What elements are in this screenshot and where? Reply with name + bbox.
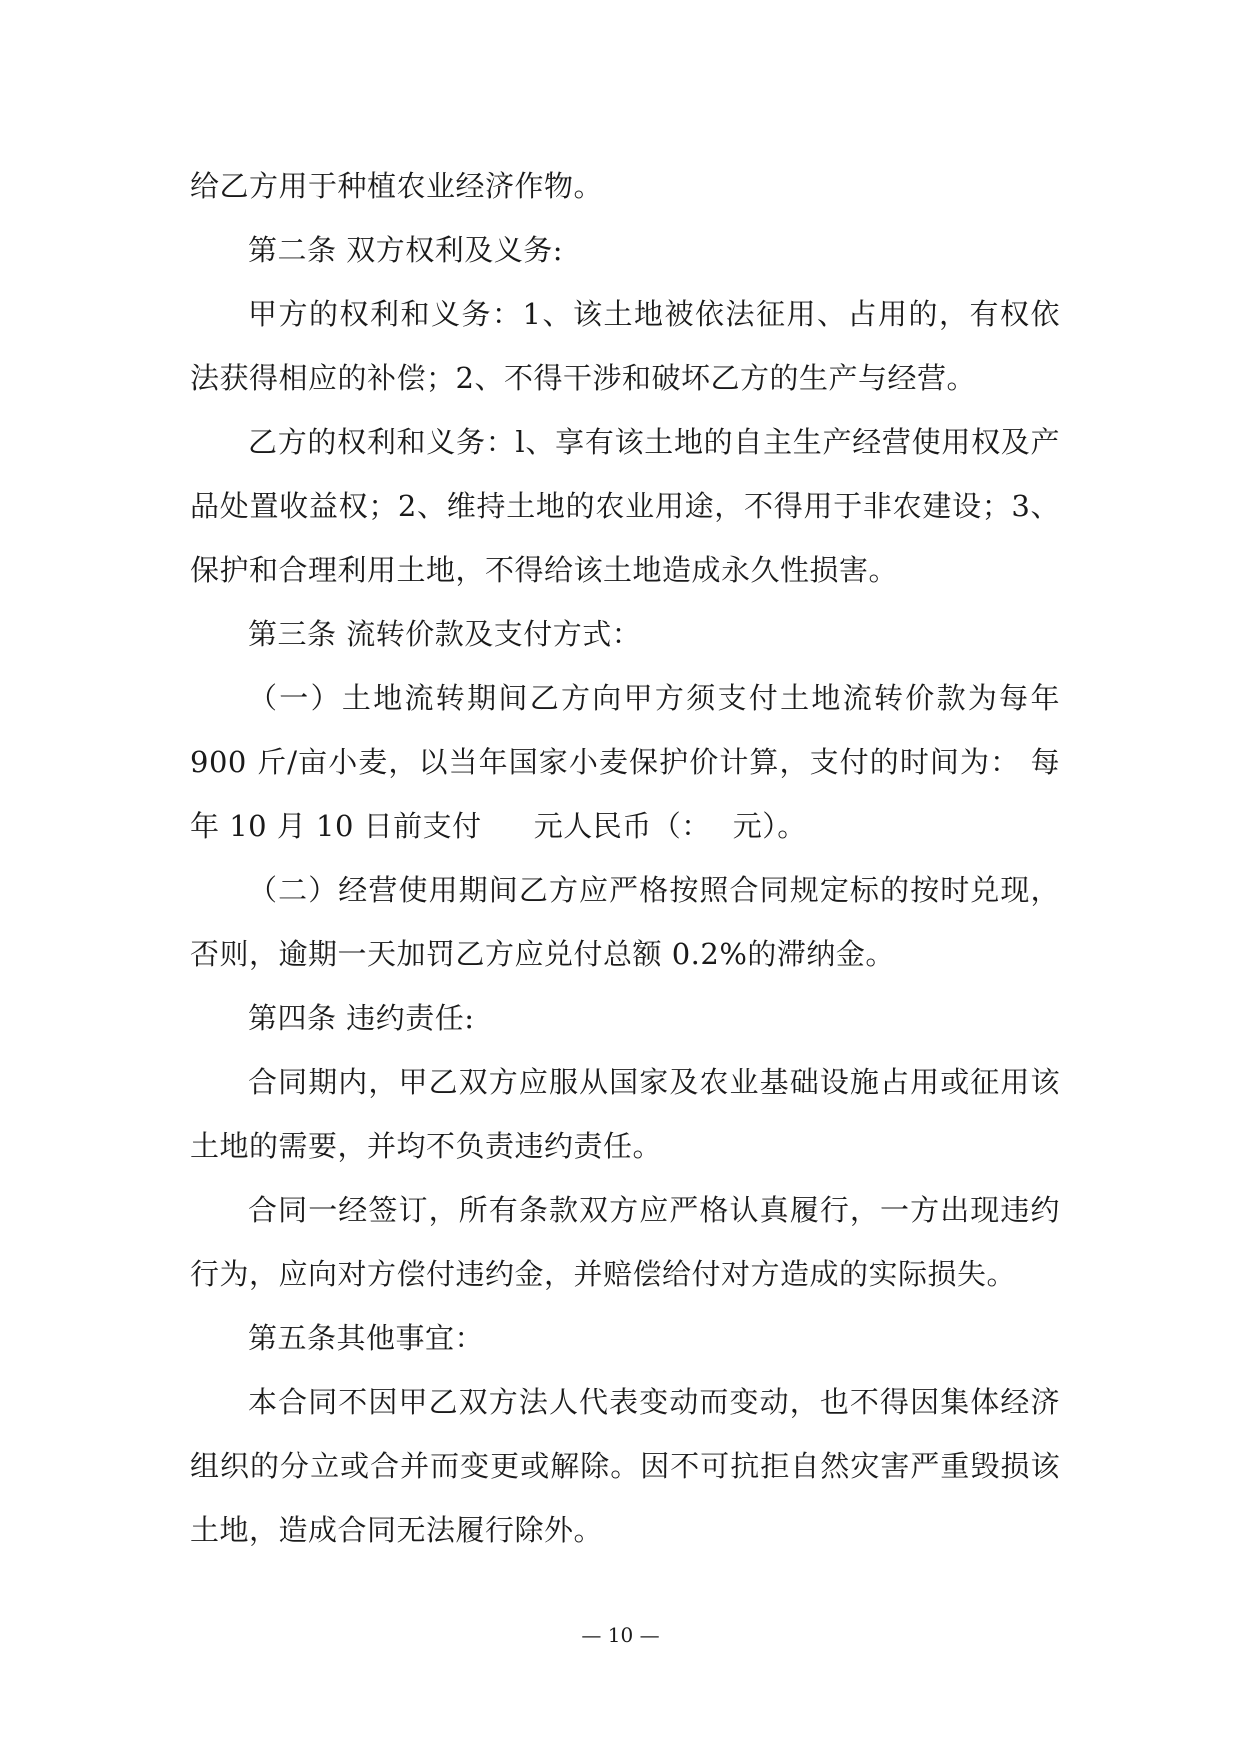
paragraph-party-a-rights: 甲方的权利和义务：1、该土地被依法征用、占用的，有权依法获得相应的补偿；2、不得干涉和破坏乙方的生产与经营。	[190, 297, 1060, 395]
payment-1-tail-a: 元人民币（：	[533, 809, 711, 843]
paragraph-liability-1: 合同期内，甲乙双方应服从国家及农业基础设施占用或征用该土地的需要，并均不负责违约责任。	[190, 1065, 1060, 1163]
payment-1-text: （一）土地流转期间乙方向甲方须支付土地流转价款为每年 900 斤/亩小麦，以当年国家小麦保护价计算，支付的时间为： 每年 10 月 10 日前支付	[190, 681, 1060, 843]
article-5-heading: 第五条其他事宜：	[248, 1321, 485, 1355]
document-body	[190, 154, 1060, 1562]
payment-1-tail-b: 元）。	[732, 809, 807, 843]
paragraph-other-matters: 本合同不因甲乙双方法人代表变动而变动，也不得因集体经济组织的分立或合并而变更或解除。因不可抗拒自然灾害严重毁损该土地，造成合同无法履行除外。	[190, 1385, 1060, 1547]
paragraph-liability-2: 合同一经签订，所有条款双方应严格认真履行，一方出现违约行为，应向对方偿付违约金，并赔偿给付对方造成的实际损失。	[190, 1193, 1060, 1291]
paragraph-party-b-rights: 乙方的权利和义务：l、享有该土地的自主生产经营使用权及产品处置收益权；2、维持土地的农业用途，不得用于非农建设；3、保护和合理利用土地，不得给该土地造成永久性损害。	[190, 425, 1060, 587]
article-3-heading: 第三条 流转价款及支付方式：	[248, 617, 642, 651]
page-number: — 10 —	[581, 1623, 660, 1647]
article-4-heading: 第四条 违约责任:	[248, 1001, 475, 1035]
paragraph-payment-2: （二）经营使用期间乙方应严格按照合同规定标的按时兑现，否则，逾期一天加罚乙方应兑付总额 0.2%的滞纳金。	[190, 873, 1060, 971]
paragraph-land-use: 给乙方用于种植农业经济作物。	[190, 169, 604, 203]
paragraph-payment-1	[190, 666, 1060, 858]
article-2-heading: 第二条 双方权利及义务:	[248, 233, 563, 267]
